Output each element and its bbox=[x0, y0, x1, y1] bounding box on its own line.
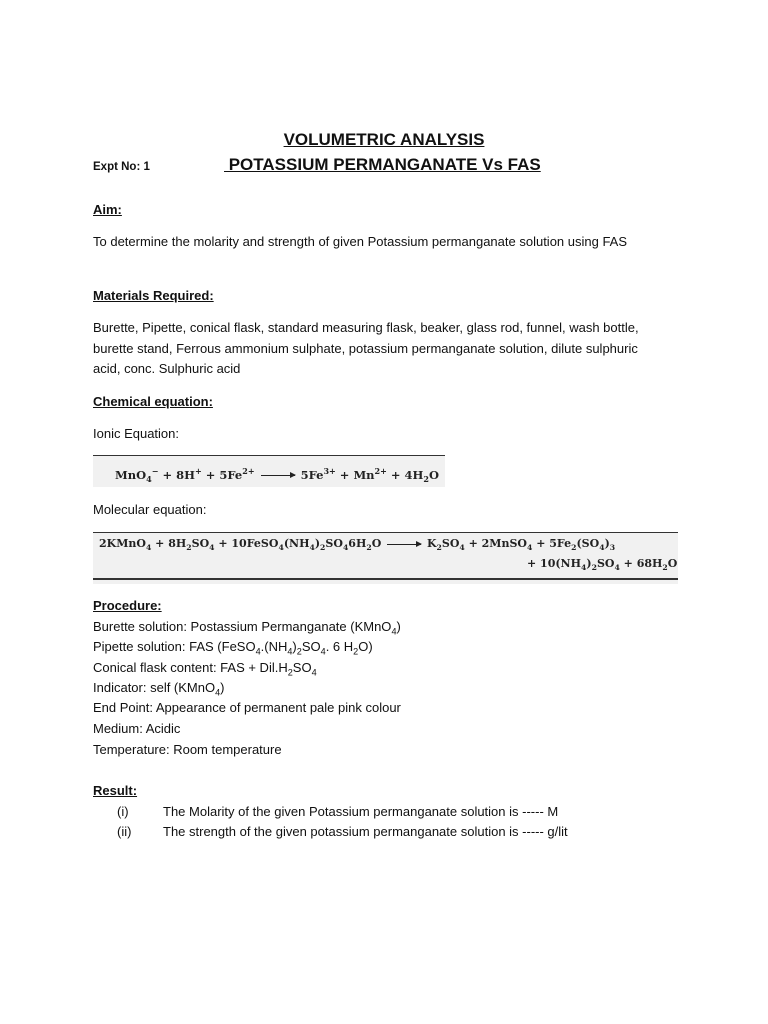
result-item-text: The strength of the given potassium permanganate solution is ----- g/lit bbox=[163, 824, 568, 839]
aim-heading: Aim: bbox=[93, 202, 122, 217]
procedure-temperature: Temperature: Room temperature bbox=[93, 742, 282, 757]
result-item-number: (ii) bbox=[117, 824, 132, 839]
molecular-equation-image bbox=[93, 532, 678, 584]
procedure-end-point: End Point: Appearance of permanent pale pink colour bbox=[93, 700, 401, 715]
molecular-equation-formula-line1: 2KMnO$_4$ + $8H_2SO_4$ + $10FeSO_4(NH_4)_2SO_46H_2O$ $K_2SO_4$ + 2MnSO$_4$ + $5Fe_2(SO_4)_3$ bbox=[99, 537, 616, 553]
result-item-text: The Molarity of the given Potassium permanganate solution is ----- M bbox=[163, 804, 559, 819]
procedure-heading: Procedure: bbox=[93, 598, 162, 613]
equation-rule bbox=[93, 455, 445, 456]
procedure-indicator: Indicator: self (KMnO$_4$) bbox=[93, 680, 225, 698]
result-item-number: (i) bbox=[117, 804, 129, 819]
ionic-equation-formula: $MnO_4^- + 8H^+ + 5Fe^{2+}$ $5Fe^{3+} + Mn^{2+} + 4H_2O$ bbox=[115, 466, 440, 485]
aim-text: To determine the molarity and strength of given Potassium permanganate solution using FAS bbox=[93, 234, 628, 249]
result-heading: Result: bbox=[93, 783, 138, 798]
page-subtitle: POTASSIUM PERMANGANATE Vs FAS bbox=[224, 155, 541, 174]
procedure-pipette: Pipette solution: FAS ($FeSO_4.(NH_4)_2SO_4$. 6 $H_2O$) bbox=[93, 639, 373, 657]
reaction-arrow-icon bbox=[261, 475, 295, 476]
procedure-conical-flask: Conical flask content: FAS + $Dil.H_2SO_4$ bbox=[93, 660, 317, 678]
molecular-equation-formula-line2: + $10(NH_4)_2SO_4 + 68H_2O$ bbox=[527, 557, 678, 573]
procedure-medium: Medium: Acidic bbox=[93, 721, 181, 736]
page-title: VOLUMETRIC ANALYSIS bbox=[283, 130, 485, 149]
equation-rule bbox=[93, 578, 678, 580]
ionic-equation-image bbox=[93, 455, 445, 487]
molecular-equation-label: Molecular equation: bbox=[93, 502, 207, 517]
materials-text: Burette, Pipette, conical flask, standard measuring flask, beaker, glass rod, funnel, wash bottle, burette stand, Ferrous ammonium sulphate, potassium permanganate solution, dilute sulphuric acid, conc. Sulphuric acid bbox=[93, 320, 639, 376]
ionic-equation-label: Ionic Equation: bbox=[93, 426, 180, 441]
procedure-burette: Burette solution: Postassium Permanganate (KMnO$_4$) bbox=[93, 619, 401, 637]
reaction-arrow-icon bbox=[387, 544, 421, 545]
materials-heading: Materials Required: bbox=[93, 288, 214, 303]
experiment-number: Expt No: 1 bbox=[93, 161, 150, 173]
equation-rule bbox=[93, 532, 678, 533]
chemical-equation-heading: Chemical equation: bbox=[93, 394, 213, 409]
